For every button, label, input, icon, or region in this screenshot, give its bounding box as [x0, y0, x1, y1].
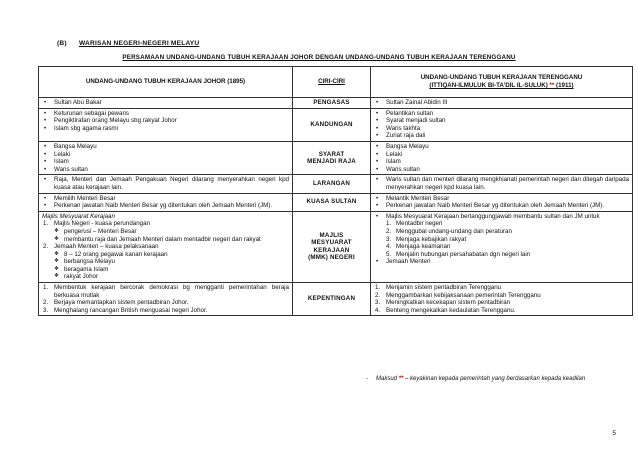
- list-item: • Memilih Menteri Besar: [42, 195, 289, 203]
- list-item: [42, 284, 289, 299]
- header-ciri: [293, 67, 371, 98]
- list-number: 1.: [43, 284, 49, 292]
- list-item: • Waris sultan: [42, 166, 289, 174]
- list-item: • Islam: [374, 158, 629, 166]
- page-number: 5: [612, 430, 616, 437]
- row-label-larangan: LARANGAN: [293, 175, 371, 193]
- table-header-row: [39, 67, 633, 98]
- row-label-pengasas: PENGASAS: [293, 98, 371, 109]
- header-johor: UNDANG-UNDANG TUBUH KERAJAAN JOHOR (1895): [39, 67, 293, 98]
- list-item: • Majlis Mesyuarat Kerajaan bertanggungjawab membantu sultan dan JM untuk: [374, 213, 629, 221]
- list-text: Meningkatkan kecekapan sistem pentadbiran: [386, 299, 511, 307]
- list-item: [42, 307, 289, 315]
- list-number: 5.: [386, 250, 392, 258]
- row-label-majlis-2: MESYUARAT: [311, 239, 352, 247]
- footnote: [366, 376, 585, 382]
- list-item: [374, 236, 629, 244]
- list-item: [42, 243, 289, 251]
- cell-terengganu-kuasa: [371, 193, 633, 211]
- header-terengganu-subtitle: (ITTIQAN-ILMULUK BI-TA’DIL IL-SULUK): [429, 82, 548, 89]
- header-terengganu-line1: UNDANG-UNDANG TUBUH KERAJAAN TERENGGANU: [420, 74, 583, 82]
- list-item: • Pengiktirafan orang Melayu sbg rakyat Johor: [42, 117, 289, 125]
- list-number: 2.: [43, 299, 49, 307]
- list-number: 1.: [386, 220, 392, 228]
- list-item: • Melantik Menteri Besar: [374, 195, 629, 203]
- comparison-table: [38, 66, 633, 316]
- row-label-majlis-4: (MMK) NEGERI: [308, 254, 355, 262]
- cell-johor-kandungan: [39, 108, 293, 141]
- list-item: [374, 228, 629, 236]
- cell-johor-kuasa: [39, 193, 293, 211]
- list-item: • Pelantikan sultan: [374, 110, 629, 118]
- header-year: (1911): [556, 82, 574, 89]
- cell-johor-larangan: [39, 175, 293, 193]
- list-item: [374, 243, 629, 251]
- cell-johor-kepentingan: [39, 283, 293, 316]
- list-number: 4.: [375, 306, 381, 314]
- list-item: ❖ membantu raja dan Jemaah Menteri dalam mentadbir negeri dan rakyat: [42, 236, 289, 244]
- list-item: • Lelaki: [42, 151, 289, 159]
- row-label-syarat: [293, 141, 371, 174]
- list-item: • Sultan Zainal Abidin III: [374, 99, 629, 107]
- footnote-star: **: [398, 376, 404, 382]
- list-item: • Zuriat raja dali: [374, 132, 629, 140]
- list-item: [374, 292, 629, 300]
- table-row-pengasas: [39, 98, 633, 109]
- list-text: Menggambarkan kebijaksanaan pemerintah Terengganu: [386, 291, 541, 299]
- list-item: [374, 307, 629, 315]
- cell-terengganu-kandungan: [371, 108, 633, 141]
- list-number: 3.: [375, 299, 381, 307]
- cell-terengganu-larangan: [371, 175, 633, 193]
- cell-johor-syarat: [39, 141, 293, 174]
- list-text: Menjaga kebajikan rakyat: [396, 235, 467, 243]
- list-text: Benteng mengekalkan kedaulatan Terengganu.: [386, 306, 516, 314]
- list-text: Menggubal undang-undang dan peraturan: [396, 227, 512, 235]
- list-text: Jemaah Menteri – kuasa pelaksanaan: [54, 243, 159, 251]
- header-terengganu: [371, 67, 633, 98]
- cell-terengganu-kepentingan: [371, 283, 633, 316]
- list-item: • Bangsa Melayu: [42, 143, 289, 151]
- row-label-majlis-3: KERAJAAN: [313, 246, 350, 254]
- list-item: ❖ pengerusi – Menteri Besar: [42, 228, 289, 236]
- list-item: • Lelaki: [374, 151, 629, 159]
- header-terengganu-line2: [375, 82, 628, 90]
- row-label-majlis-1: MAJLIS: [319, 231, 344, 239]
- list-item: ❖ berbangsa Melayu: [42, 258, 289, 266]
- list-item: • Waris sultan: [374, 166, 629, 174]
- list-item: • Islam sbg agama rasmi: [42, 125, 289, 133]
- list-number: 2.: [386, 227, 392, 235]
- list-item: [374, 220, 629, 228]
- table-row-syarat: [39, 141, 633, 174]
- row-label-majlis: [293, 211, 371, 282]
- list-item: • Syarat menjadi sultan: [374, 117, 629, 125]
- list-text: Menjalin hubungan persahabatan dgn negeri lain: [396, 250, 531, 258]
- cell-terengganu-pengasas: [371, 98, 633, 109]
- list-item: • Perkenan jawatan Naib Menteri Besar yg ditentukan oleh Jemaah Menteri (JM).: [42, 202, 289, 210]
- list-number: 3.: [43, 306, 49, 314]
- cell-johor-majlis: [39, 211, 293, 282]
- footnote-pre: Maksud: [376, 376, 398, 382]
- list-item: [374, 284, 629, 292]
- list-number: 2.: [375, 291, 381, 299]
- cell-terengganu-majlis: [371, 211, 633, 282]
- majlis-intro: Majlis Mesyuarat Kerajaan: [42, 212, 115, 220]
- list-text: Menjamin sistem pentadbiran Terengganu: [386, 284, 502, 292]
- list-item: • Perkenan jawatan Naib Menteri Besar yg ditentukan oleh Jemaah Menteri (JM).: [374, 202, 629, 210]
- list-text: Menjaga keamanan: [396, 243, 451, 251]
- list-item: • Jemaah Menteri: [374, 258, 629, 266]
- list-item: • Raja, Menteri dan Jemaah Pengakuan Negeri dilarang menyerahkan negeri kpd kuasa atau kerajaan lain.: [42, 176, 289, 191]
- section-title: WARISAN NEGERI-NEGERI MELAYU: [78, 40, 200, 47]
- list-text: Mentadbir negeri: [396, 220, 443, 228]
- row-label-syarat-2: MENJADI RAJA: [307, 158, 356, 166]
- list-item: • Bangsa Melayu: [374, 143, 629, 151]
- list-item: [42, 299, 289, 307]
- document-title: PERSAMAAN UNDANG-UNDANG TUBUH KERAJAAN JOHOR DENGAN UNDANG-UNDANG TUBUH KERAJAAN TERENGGANU: [122, 54, 516, 61]
- list-item: ❖ 8 – 12 orang pegawai kanan kerajaan: [42, 251, 289, 259]
- list-item: • Waris takhta: [374, 125, 629, 133]
- footnote-text: – keyakinan kepada pemerintah yang berdasarkan kepada keadilan: [405, 376, 586, 382]
- list-number: 1.: [43, 220, 49, 228]
- list-item: ❖ beragama Islam: [42, 266, 289, 274]
- table-row-majlis: [39, 211, 633, 282]
- row-label-kuasa: KUASA SULTAN: [293, 193, 371, 211]
- section-heading: [57, 40, 199, 47]
- footnote-dash: -: [366, 376, 368, 382]
- list-text: Membentuk kerajaan bercorak demokrasi bg mengganti pemerintahan beraja berkuasa mutlak: [54, 284, 289, 299]
- header-star: **: [549, 82, 555, 89]
- list-item: • Waris sultan dan menteri dilarang mengkhianati pemerintah negeri dan ditegah daripada menyerahkan negeri kpd kuasa lain.: [374, 176, 629, 191]
- section-label: (B): [57, 40, 67, 47]
- list-item: [374, 299, 629, 307]
- list-number: 4.: [386, 243, 392, 251]
- list-number: 3.: [386, 235, 392, 243]
- list-item: ❖ rakyat Johor: [42, 273, 289, 281]
- list-item: [374, 251, 629, 259]
- header-ciri-label: CIRI-CIRI: [318, 78, 345, 86]
- row-label-syarat-1: SYARAT: [318, 150, 345, 158]
- table-row-kepentingan: [39, 283, 633, 316]
- list-item: • Keturunan sebagai pewaris: [42, 110, 289, 118]
- list-item: • Islam: [42, 158, 289, 166]
- list-text: Berjaya memantapkan sistem pentadbiran Johor.: [54, 299, 189, 307]
- list-text: Menghalang rancangan British menguasai negeri Johor.: [54, 306, 208, 314]
- list-text: Majlis Negeri - kuasa perundangan: [54, 220, 150, 228]
- list-item: [42, 220, 289, 228]
- table-row-kandungan: [39, 108, 633, 141]
- row-label-kandungan: KANDUNGAN: [293, 108, 371, 141]
- list-number: 1.: [375, 284, 381, 292]
- cell-johor-pengasas: [39, 98, 293, 109]
- table-row-kuasa: [39, 193, 633, 211]
- list-item: • Sultan Abu Bakar: [42, 99, 289, 107]
- row-label-kepentingan: KEPENTINGAN: [293, 283, 371, 316]
- list-number: 2.: [43, 243, 49, 251]
- cell-terengganu-syarat: [371, 141, 633, 174]
- table-row-larangan: [39, 175, 633, 193]
